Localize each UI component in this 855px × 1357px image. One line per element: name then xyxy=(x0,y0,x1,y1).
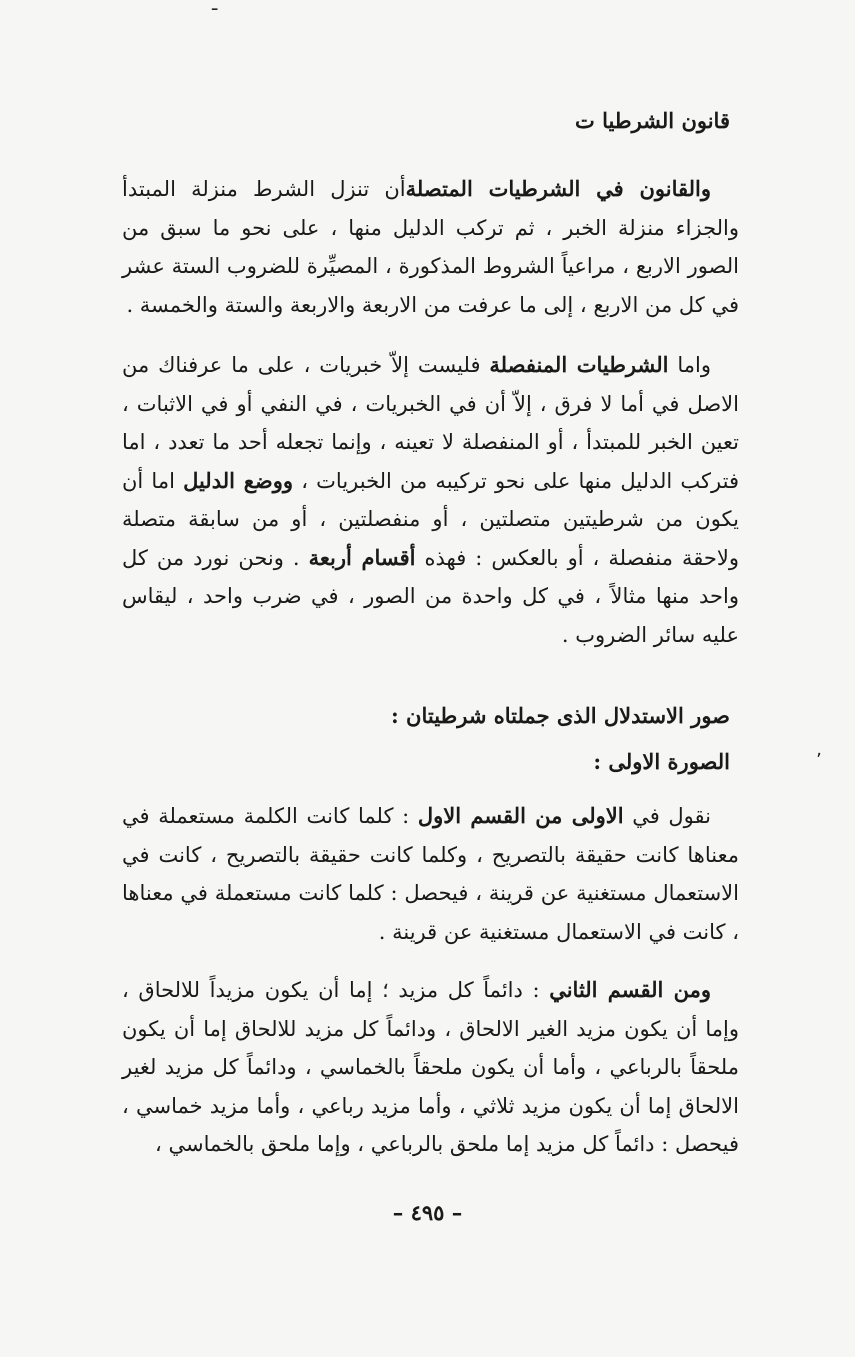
paragraph-disjunctive-conditionals: واما الشرطيات المنفصلة فليست إلاّ خبريات ، على ما عرفناك من الاصل في أما لا فرق ، إلاّ أن في الخبريات ، في النفي أو في الاثبات ، تعين الخبر للمبتدأ ، أو المنفصلة لا تعينه ، وإنما تجعله أحد ما تعدد ، اما فتركب الدليل منها على نحو تركيبه من الخبريات ، ووضع الدليل اما أن يكون من شرطيتين متصلتين ، أو منفصلتين ، أو من سابقة متصلة ولاحقة منفصلة ، أو بالعكس : فهذه أقسام أربعة . ونحن نورد من كل واحد منها مثالاً ، في كل واحدة من الصور ، في ضرب واحد ، ليقاس عليه سائر الضروب . xyxy=(122,352,739,647)
subsection-heading: الصورة الاولى : xyxy=(593,749,730,774)
bold-term: ووضع الدليل xyxy=(183,467,294,493)
running-title: قانون الشرطيا ت xyxy=(575,108,730,133)
bold-term: الاولى من القسم الاول xyxy=(417,803,624,828)
page-number: – ٤٩٥ – xyxy=(392,1200,463,1225)
bold-term: الشرطيات المنفصلة xyxy=(489,352,669,377)
bold-term: أقسام أربعة xyxy=(308,544,416,570)
paragraph-first-form: نقول في الاولى من القسم الاول : كلما كانت الكلمة مستعملة في معناها كانت حقيقة بالتصريح ، وكلما كانت حقيقة بالتصريح ، كانت في الاستعمال مستغنية عن قرينة ، فيحصل : كلما كانت مستعملة في معناها ، كانت في الاستعمال مستغنية عن قرينة . xyxy=(122,803,739,944)
bold-term: ومن القسم الثاني xyxy=(549,977,711,1002)
bold-term: والقانون في الشرطيات المتصلة xyxy=(405,176,711,201)
ink-mark: ـ xyxy=(212,0,218,15)
section-heading: صور الاستدلال الذى جملتاه شرطيتان : xyxy=(390,703,730,728)
paragraph-second-section: ومن القسم الثاني : دائماً كل مزيد ؛ إما أن يكون مزيداً للالحاق ، وإما أن يكون مزيد الغير الالحاق ، ودائماً كل مزيد للالحاق إما أن يكون ملحقاً بالرباعي ، وأما أن يكون ملحقاً بالخماسي ، ودائماً كل مزيد لغير الالحاق إما أن يكون مزيد ثلاثي ، وأما مزيد رباعي ، وأما مزيد خماسي ، فيحصل : دائماً كل مزيد إما ملحق بالرباعي ، وإما ملحق بالخماسي ، xyxy=(122,977,739,1156)
paragraph-connected-conditionals: والقانون في الشرطيات المتصلةأن تنزل الشرط منزلة المبتدأ والجزاء منزلة الخبر ، ثم تركب الدليل منها ، على نحو ما سبق من الصور الاربع ، مراعياً الشروط المذكورة ، المصيِّرة للضروب الستة عشر في كل من الاربع ، إلى ما عرفت من الاربعة والاربعة والستة والخمسة . xyxy=(122,176,739,317)
margin-mark: ٬ xyxy=(816,750,822,771)
